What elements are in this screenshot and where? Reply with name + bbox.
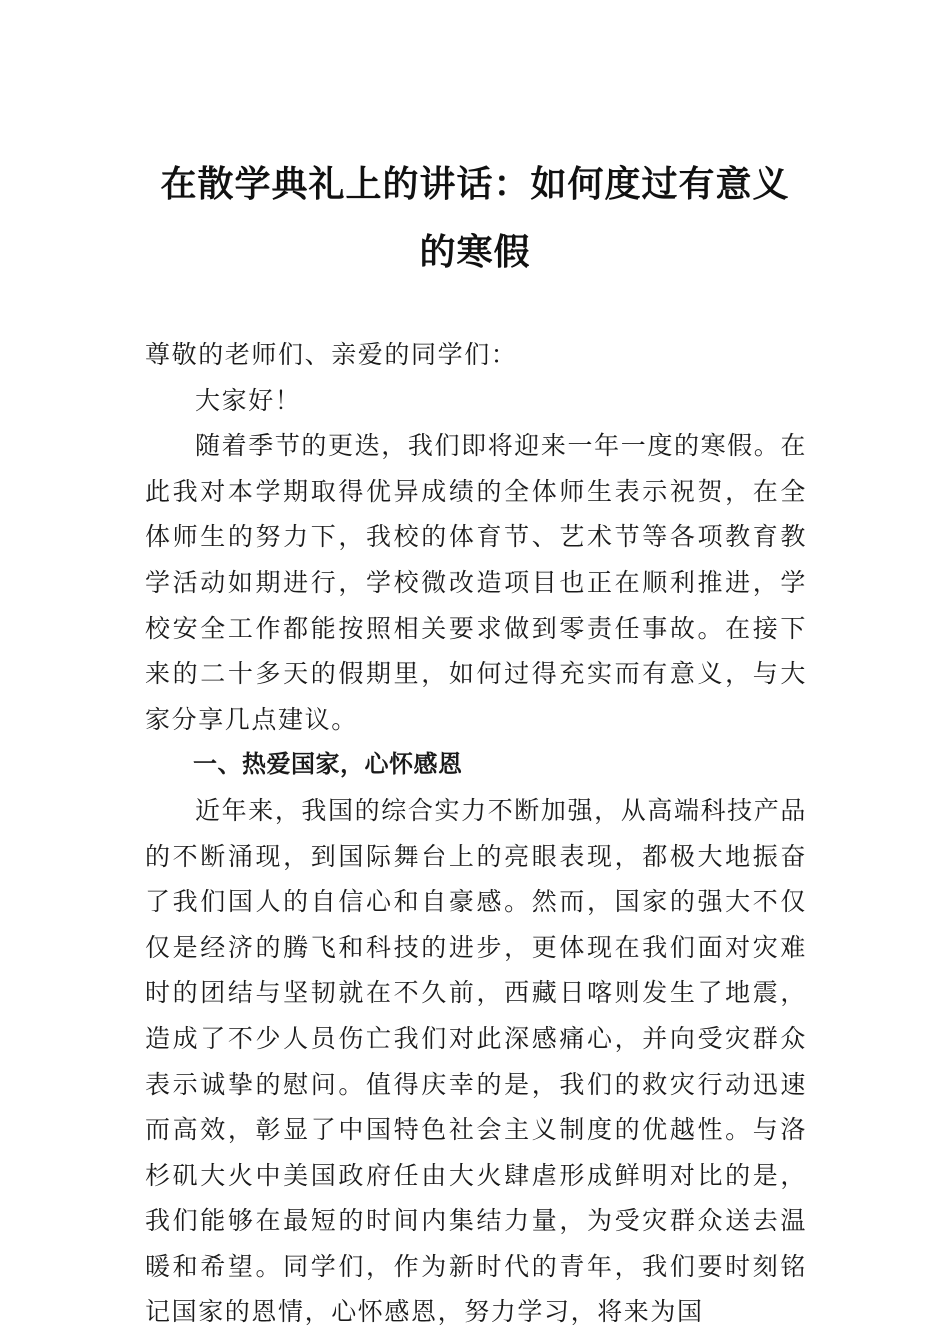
document-body xyxy=(145,332,807,1335)
section-heading: 一、热爱国家，心怀感恩 xyxy=(193,750,463,779)
section-paragraph: 近年来，我国的综合实力不断加强，从高端科技产品的不断涌现，到国际舞台上的亮眼表现，都极大地振奋了我们国人的自信心和自豪感。然而，国家的强大不仅仅是经济的腾飞和科技的进步，更体现在我们面对灾难时的团结与坚韧就在不久前，西藏日喀则发生了地震，造成了不少人员伤亡我们对此深感痛心，并向受灾群众表示诚挚的慰问。值得庆幸的是，我们的救灾行动迅速而高效，彰显了中国特色社会主义制度的优越性。与洛杉矶大火中美国政府任由大火肆虐形成鲜明对比的是，我们能够在最短的时间内集结力量，为受灾群众送去温暖和希望。同学们，作为新时代的青年，我们要时刻铭记国家的恩情，心怀感恩，努力学习，将来为国 xyxy=(145,795,807,1327)
salutation: 尊敬的老师们、亲爱的同学们： xyxy=(145,340,518,369)
intro-paragraph: 随着季节的更迭，我们即将迎来一年一度的寒假。在此我对本学期取得优异成绩的全体师生表示祝贺，在全体师生的努力下，我校的体育节、艺术节等各项教育教学活动如期进行，学校微改造项目也正在顺利推进，学校安全工作都能按照相关要求做到零责任事故。在接下来的二十多天的假期里，如何过得充实而有意义，与大家分享几点建议。 xyxy=(145,431,807,734)
document-title: 在散学典礼上的讲话：如何度过有意义的寒假 xyxy=(160,163,790,273)
greeting: 大家好！ xyxy=(195,385,302,415)
